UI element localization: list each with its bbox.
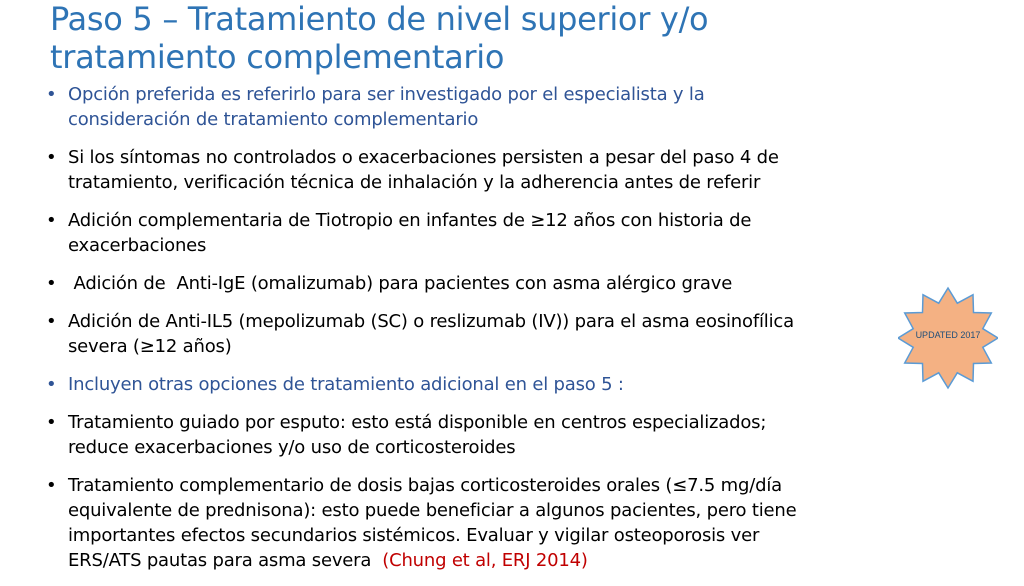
bullet-line: importantes efectos secundarios sistémicos. Evaluar y vigilar osteoporosis ver	[68, 525, 760, 546]
bullet-line: severa (≥12 años)	[68, 336, 232, 357]
bullet-line: Incluyen otras opciones de tratamiento adicional en el paso 5 :	[68, 374, 624, 395]
bullet-line: Adición complementaria de Tiotropio en infantes de ≥12 años con historia de	[68, 210, 752, 231]
bullet-dot: •	[46, 412, 57, 433]
bullet-line: tratamiento, verificación técnica de inhalación y la adherencia antes de referir	[68, 172, 761, 193]
slide-title-line-2: tratamiento complementario	[50, 38, 505, 76]
bullet-item-7	[40, 410, 900, 460]
bullet-item-1	[40, 82, 900, 132]
citation-text: (Chung et al, ERJ 2014)	[382, 550, 588, 571]
bullet-line: equivalente de prednisona): esto puede beneficiar a algunos pacientes, pero tiene	[68, 500, 797, 521]
bullet-line-text: ERS/ATS pautas para asma severa	[68, 550, 383, 571]
bullet-dot: •	[46, 84, 57, 105]
bullet-line: Adición de Anti-IgE (omalizumab) para pacientes con asma alérgico grave	[68, 273, 733, 294]
bullet-item-6	[40, 372, 900, 397]
bullet-line: exacerbaciones	[68, 235, 207, 256]
bullet-line: Tratamiento guiado por esputo: esto está disponible en centros especializados;	[68, 412, 767, 433]
bullet-dot: •	[46, 311, 57, 332]
bullet-item-4	[40, 271, 900, 296]
bullet-dot: •	[46, 147, 57, 168]
updated-badge	[898, 286, 998, 390]
bullet-item-5	[40, 309, 900, 359]
bullet-list	[40, 82, 900, 586]
bullet-line: consideración de tratamiento complementario	[68, 109, 479, 130]
bullet-dot: •	[46, 374, 57, 395]
bullet-dot: •	[46, 210, 57, 231]
bullet-line-with-citation	[68, 548, 900, 573]
bullet-item-3	[40, 208, 900, 258]
bullet-dot: •	[46, 273, 57, 294]
slide-title-line-1: Paso 5 – Tratamiento de nivel superior y/o	[50, 0, 709, 38]
bullet-dot: •	[46, 475, 57, 496]
bullet-item-8	[40, 473, 900, 573]
bullet-line: Si los síntomas no controlados o exacerbaciones persisten a pesar del paso 4 de	[68, 147, 779, 168]
bullet-line: Opción preferida es referirlo para ser investigado por el especialista y la	[68, 84, 705, 105]
bullet-item-2	[40, 145, 900, 195]
bullet-line: reduce exacerbaciones y/o uso de corticosteroides	[68, 437, 516, 458]
badge-label: UPDATED 2017	[915, 330, 981, 340]
slide-title	[50, 0, 950, 76]
bullet-line: Adición de Anti-IL5 (mepolizumab (SC) o reslizumab (IV)) para el asma eosinofílica	[68, 311, 794, 332]
bullet-line: Tratamiento complementario de dosis bajas corticosteroides orales (≤7.5 mg/día	[68, 475, 782, 496]
